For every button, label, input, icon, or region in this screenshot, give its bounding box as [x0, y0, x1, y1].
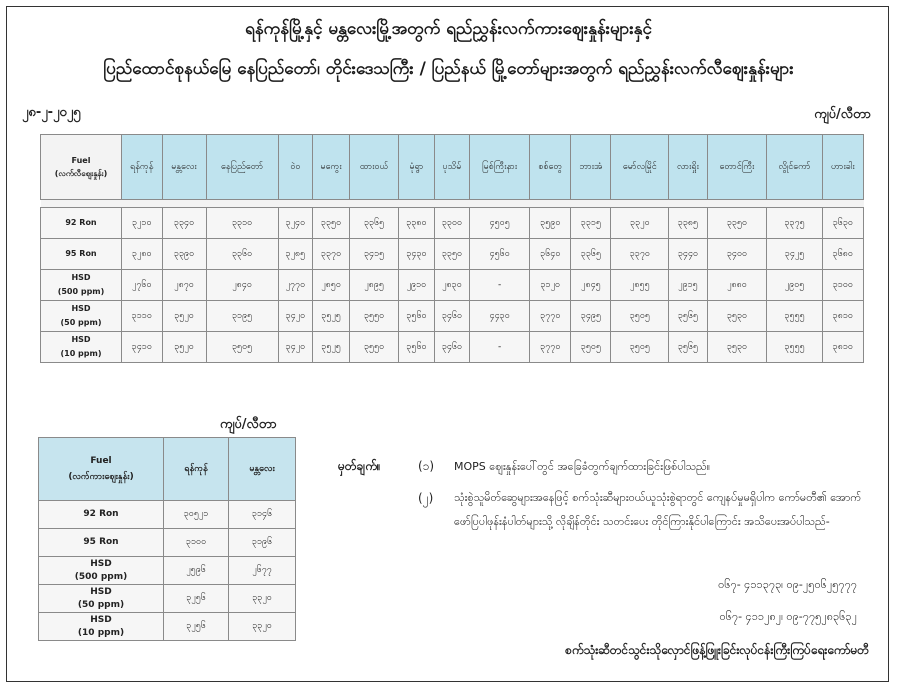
note-2-number: (၂) — [418, 491, 434, 505]
price-cell: ၂၈၃၀ — [434, 270, 469, 301]
fuel-type-label: (50 ppm) — [60, 318, 102, 327]
fuel-type-label: HSD — [90, 586, 112, 597]
price-cell: ၃၅၂၀ — [162, 301, 206, 332]
price-cell: ၃၁၁၀ — [122, 301, 163, 332]
city-header: မုံရွာ — [399, 135, 435, 200]
price-cell: ၃၄၂၀ — [278, 332, 312, 363]
fuel-type-label: (50 ppm) — [77, 599, 125, 610]
price-cell: ၃၄၁၅ — [350, 239, 399, 270]
price-cell: ၂၅၉၆ — [164, 557, 229, 585]
notes-label: မှတ်ချက်။ — [338, 459, 381, 473]
price-cell: ၄၄၃၀ — [470, 301, 530, 332]
price-cell: ၂၇၆၀ — [122, 270, 163, 301]
fuel-type-label: HSD — [71, 273, 91, 282]
price-cell: ၃၃၂၀ — [229, 613, 296, 641]
corner-fuel-label: Fuel — [90, 456, 112, 466]
price-cell: ၃၅၆၀ — [399, 332, 435, 363]
price-cell: ၃၅၅၅ — [767, 332, 822, 363]
retail-header-row — [41, 135, 864, 200]
fuel-type-cell — [39, 501, 164, 529]
price-cell: ၃၄၂၅ — [767, 239, 822, 270]
table-row — [39, 613, 296, 641]
fuel-type-cell — [39, 529, 164, 557]
price-cell: ၃၂၅၆ — [164, 613, 229, 641]
price-cell: ၃၈၁၀ — [822, 301, 863, 332]
price-cell: ၃၅၅၀ — [350, 332, 399, 363]
fuel-type-label: 92 Ron — [65, 218, 97, 227]
price-cell: ၃၃၈၀ — [399, 208, 435, 239]
city-header: မန္တလေး — [162, 135, 206, 200]
note-1-text: MOPS ဈေးနှုန်းပေါ်တွင် အခြေခံတွက်ချက်ထားခြင်းဖြစ်ပါသည်။ — [454, 460, 711, 473]
price-cell: ၃၂၄၀ — [278, 208, 312, 239]
price-cell: ၃၅၅၀ — [350, 301, 399, 332]
price-cell: ၄၅၀၅ — [470, 208, 530, 239]
fuel-type-label: HSD — [71, 304, 91, 313]
fuel-type-cell — [39, 557, 164, 585]
table-row — [39, 501, 296, 529]
price-cell: ၃၆၄၀ — [530, 239, 571, 270]
fuel-type-label: 92 Ron — [83, 509, 119, 519]
price-cell: ၃၃၅၀ — [313, 208, 350, 239]
table-row — [41, 270, 864, 301]
price-cell: ၂၈၅၀ — [313, 270, 350, 301]
city-header: မော်လမြိုင် — [611, 135, 669, 200]
price-cell: ၃၃၇၀ — [313, 239, 350, 270]
title-line-1: ရန်ကုန်မြို့နှင့် မန္တလေးမြို့အတွက် ရည်ညွှန်းလက်ကားဈေးနှုန်းများနှင့် — [245, 19, 652, 39]
price-cell: ၂၈၈၀ — [707, 270, 767, 301]
price-cell: ၃၄၀၀ — [707, 239, 767, 270]
city-header: မကွေး — [313, 135, 350, 200]
table-row — [41, 239, 864, 270]
price-cell: ၃၃၅၀ — [707, 208, 767, 239]
price-cell: ၃၅၆၅ — [669, 301, 707, 332]
price-cell: ၃၅၆၅ — [669, 332, 707, 363]
price-cell: ၃၂၈၅ — [278, 239, 312, 270]
fuel-type-cell — [39, 613, 164, 641]
committee-signature: စက်သုံးဆီတင်သွင်းသိုလှောင်ဖြန့်ဖြူးခြင်းလုပ်ငန်းကြီးကြပ်ရေးကော်မတီ — [565, 643, 869, 657]
price-cell: - — [470, 270, 530, 301]
city-header: တောင်ကြီး — [707, 135, 767, 200]
price-cell: ၃၃၇၅ — [767, 208, 822, 239]
price-cell: ၃၄၄၀ — [669, 239, 707, 270]
table-row — [39, 557, 296, 585]
price-cell: ၃၁၄၆ — [229, 501, 296, 529]
city-header: ရန်ကုန် — [122, 135, 163, 200]
city-header: ဝဲဝ — [278, 135, 312, 200]
fuel-type-label: 95 Ron — [65, 249, 97, 258]
price-cell: ၃၆၈၀ — [822, 239, 863, 270]
phone-line-2: ၀၆၇- ၄၁၁၂၈၂၊ ၀၉-၇၇၅၂၈၃၆၃၂ — [719, 610, 857, 623]
fuel-type-label: (500 ppm) — [57, 287, 105, 296]
price-cell: ၃၄၃၀ — [399, 239, 435, 270]
city-header: ဘားအံ — [571, 135, 611, 200]
price-cell: ၃၀၅၂၁ — [164, 501, 229, 529]
note-1-number: (၁) — [418, 459, 435, 473]
city-header: ထားဝယ် — [350, 135, 399, 200]
price-cell: ၃၃၆၅ — [571, 239, 611, 270]
price-cell: ၃၅၅၅ — [767, 301, 822, 332]
price-cell: ၃၁၂၀ — [530, 270, 571, 301]
title-line-2: ပြည်ထောင်စုနယ်မြေ နေပြည်တော်၊ တိုင်းဒေသကြီး / ပြည်နယ် မြို့တော်များအတွက် ရည်ညွှန်းလက်လီဈေးနှုန်းများ — [103, 59, 794, 79]
table-row — [41, 332, 864, 363]
city-header: ဟားခါး — [822, 135, 863, 200]
price-cell: ၃၃၀၀ — [434, 208, 469, 239]
price-cell: ၂၉၁၀ — [399, 270, 435, 301]
fuel-type-cell — [41, 270, 122, 301]
price-cell: ၃၃၉၀ — [162, 239, 206, 270]
city-header: မန္တလေး — [229, 438, 296, 501]
retail-price-table — [40, 134, 864, 363]
price-cell: ၃၃၂၀ — [611, 208, 669, 239]
price-cell: ၃၄၉၅ — [571, 301, 611, 332]
fuel-type-cell — [41, 332, 122, 363]
price-cell: ၂၇၇၀ — [278, 270, 312, 301]
price-cell: ၃၁၀၀ — [822, 270, 863, 301]
price-cell: ၃၃၇၀ — [611, 239, 669, 270]
date: ၂၈-၂-၂၀၂၅ — [22, 105, 81, 120]
price-cell: ၃၄၁၀ — [122, 332, 163, 363]
price-cell: ၃၄၆၀ — [434, 301, 469, 332]
fuel-type-label: HSD — [90, 558, 112, 569]
phone-line-1: ၀၆၇- ၄၁၁၃၇၃၊ ၀၉-၂၅၀၆၂၅၇၇၇ — [718, 578, 857, 591]
price-cell: ၃၅၀၅ — [206, 332, 278, 363]
fuel-type-cell — [41, 239, 122, 270]
spacer-cell — [41, 200, 864, 208]
table-row — [41, 301, 864, 332]
price-cell: ၃၃၄၀ — [162, 208, 206, 239]
price-cell: ၃၅၉၀ — [530, 208, 571, 239]
table-row — [39, 585, 296, 613]
price-cell: ၃၁၉၆ — [229, 529, 296, 557]
price-cell: ၂၈၄၀ — [206, 270, 278, 301]
price-cell: ၃၃၅၀ — [434, 239, 469, 270]
price-cell: ၃၇၇၀ — [530, 332, 571, 363]
city-header: နေပြည်တော် — [206, 135, 278, 200]
city-header: စစ်တွေ — [530, 135, 571, 200]
price-cell: ၃၅၀၅ — [611, 332, 669, 363]
price-cell: ၂၈၇၀ — [162, 270, 206, 301]
price-cell: ၃၃၁၀ — [206, 208, 278, 239]
price-cell: ၃၃၁၅ — [571, 208, 611, 239]
wholesale-corner-header — [39, 438, 164, 501]
price-cell: ၃၈၁၀ — [822, 332, 863, 363]
fuel-type-label: 95 Ron — [83, 537, 119, 547]
corner-type-label: (လက်လီဈေးနှုန်း) — [54, 169, 108, 178]
city-header: လွိုင်ကော် — [767, 135, 822, 200]
price-cell: ၂၈၅၅ — [611, 270, 669, 301]
price-cell: - — [470, 332, 530, 363]
spacer-row — [41, 200, 864, 208]
fuel-type-cell — [39, 585, 164, 613]
fuel-type-label: HSD — [90, 614, 112, 625]
price-cell: ၃၃၆၀ — [206, 239, 278, 270]
price-cell: ၂၉၁၅ — [669, 270, 707, 301]
price-cell: ၃၂၅၆ — [164, 585, 229, 613]
price-cell: ၂၈၉၅ — [350, 270, 399, 301]
fuel-type-cell — [41, 208, 122, 239]
price-cell: ၂၆၇၇ — [229, 557, 296, 585]
retail-table-body — [41, 200, 864, 363]
city-header: ပုသိမ် — [434, 135, 469, 200]
price-cell: ၃၅၃၀ — [707, 301, 767, 332]
price-cell: ၃၅၂၅ — [313, 301, 350, 332]
fuel-type-label: HSD — [71, 335, 91, 344]
unit-label-retail: ကျပ်/လီတာ — [814, 107, 871, 122]
city-header: လားရှိုး — [669, 135, 707, 200]
price-cell: ၃၃၂၀ — [229, 585, 296, 613]
price-cell: ၃၂၈၀ — [122, 239, 163, 270]
price-cell: ၃၄၂၀ — [278, 301, 312, 332]
price-cell: ၃၂၁၀ — [122, 208, 163, 239]
price-cell: ၃၅၂၅ — [313, 332, 350, 363]
wholesale-table-body — [39, 501, 296, 641]
price-cell: ၃၅၂၀ — [162, 332, 206, 363]
fuel-type-label: (10 ppm) — [77, 627, 125, 638]
price-cell: ၃၆၃၀ — [822, 208, 863, 239]
price-cell: ၄၅၆၀ — [470, 239, 530, 270]
price-cell: ၃၁၉၅ — [206, 301, 278, 332]
price-cell: ၃၄၆၀ — [434, 332, 469, 363]
wholesale-price-table — [38, 437, 296, 641]
price-cell: ၃၁၀၀ — [164, 529, 229, 557]
table-row — [41, 208, 864, 239]
price-cell: ၃၅၀၅ — [571, 332, 611, 363]
price-cell: ၃၇၇၀ — [530, 301, 571, 332]
price-cell: ၂၈၄၅ — [571, 270, 611, 301]
unit-label-wholesale: ကျပ်/လီတာ — [220, 417, 277, 432]
retail-corner-header — [41, 135, 122, 200]
note-2-text: သုံးစွဲသူမိတ်ဆွေများအနေဖြင့် စက်သုံးဆီများဝယ်ယူသုံးစွဲရာတွင် ကျေနပ်မှုမရှိပါက ကော်မတီ၏ အောက်ဖော်ပြပါဖုန်းနံပါတ်များသို့ လိုချိန်တိုင်း သတင်းပေး တိုင်ကြားနိုင်ပါကြောင်း အသိပေးအပ်ပါသည်- — [454, 491, 862, 528]
price-cell: ၃၅၀၅ — [611, 301, 669, 332]
city-header: ရန်ကုန် — [164, 438, 229, 501]
fuel-type-cell — [41, 301, 122, 332]
wholesale-header-row — [39, 438, 296, 501]
table-row — [39, 529, 296, 557]
price-cell: ၃၅၃၀ — [707, 332, 767, 363]
price-cell: ၃၅၆၀ — [399, 301, 435, 332]
price-cell: ၃၃၆၅ — [350, 208, 399, 239]
corner-fuel-label: Fuel — [71, 156, 91, 165]
city-header: မြစ်ကြီးနား — [470, 135, 530, 200]
fuel-type-label: (10 ppm) — [60, 349, 102, 358]
price-cell: ၃၃၈၅ — [669, 208, 707, 239]
price-cell: ၂၉၀၅ — [767, 270, 822, 301]
fuel-type-label: (500 ppm) — [74, 571, 128, 582]
corner-type-label: (လက်ကားဈေးနှုန်း) — [68, 472, 134, 482]
